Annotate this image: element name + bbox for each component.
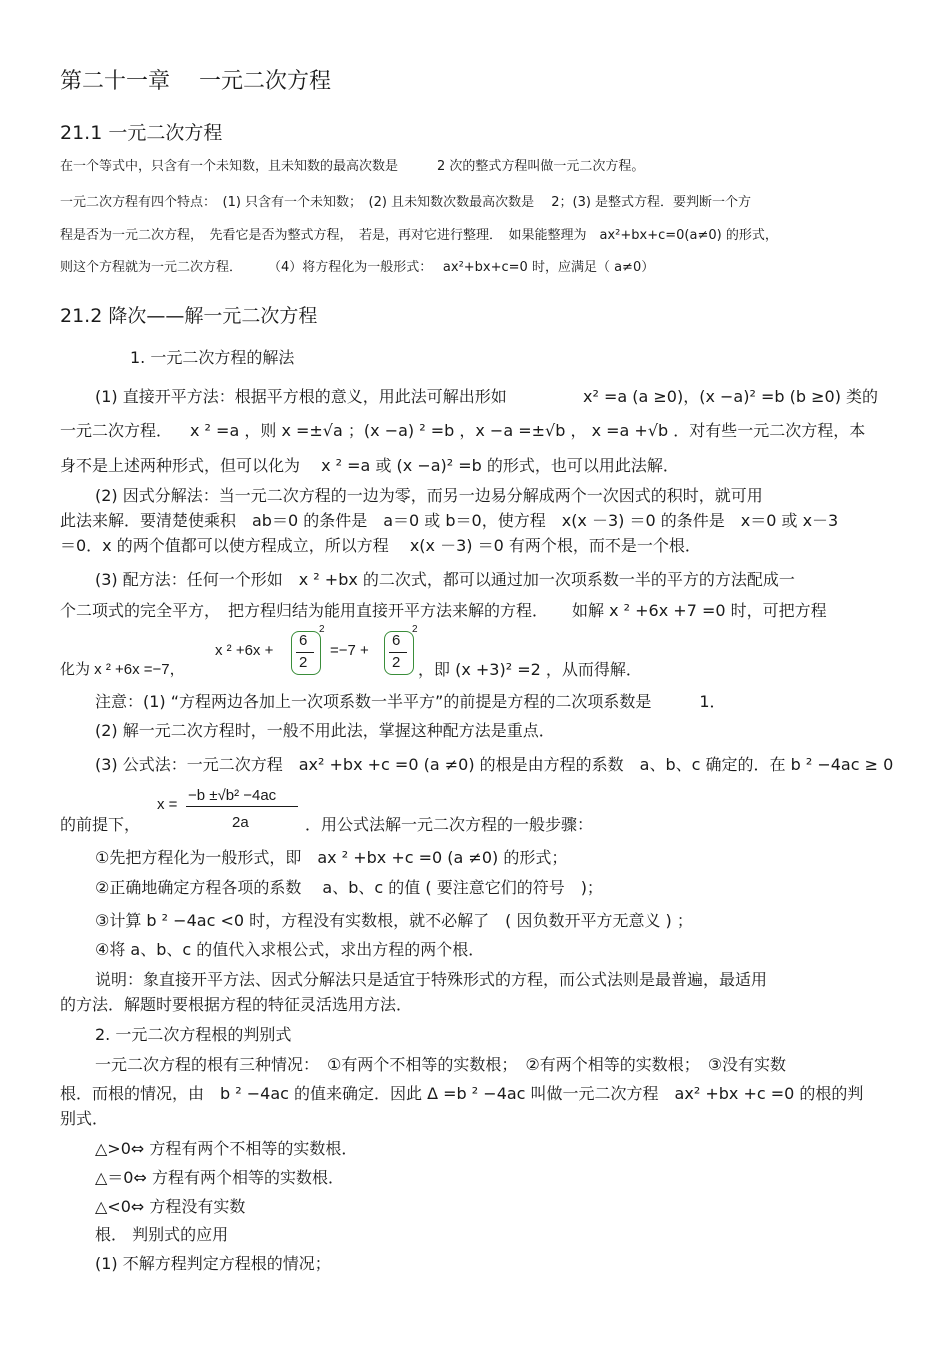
method1-line-3: 身不是上述两种形式，但可以化为 x ² =a 或 (x −a)² =b 的形式，也可以用此法解． [60,456,679,475]
step-3: ③计算 b ² −4ac <0 时，方程没有实数根，就不必解了 ( 因负数开平方无意义 ) ； [95,911,693,930]
method2-line-1: (2) 因式分解法：当一元二次方程的一边为零，而另一边易分解成两个一次因式的积时，就可用 [95,486,763,505]
fraction-exponent-2: 2 [412,624,418,635]
method4-line-2a: 的前提下， [60,815,141,834]
method2-line-3: ＝0．x 的两个值都可以使方程成立，所以方程 x(x －3) ＝0 有两个根，而不是一个根． [60,536,701,555]
formula-lhs: x = [157,796,178,813]
features-line-2: 程是否为一元二次方程， 先看它是否为整式方程， 若是，再对它进行整理． 如果能整理为 ax²+bx+c=0(a≠0) 的形式， [60,228,778,243]
step-1: ①先把方程化为一般形式，即 ax ² +bx +c =0 (a ≠0) 的形式； [95,848,568,867]
method3-line-3c: =−7 + [330,642,369,659]
method3-line-3a: 化为 x ² +6x =−7， [60,661,185,678]
chapter-title: 第二十一章 一元二次方程 [60,69,331,94]
method4-line-1: (3) 公式法：一元二次方程 ax² +bx +c =0 (a ≠0) 的根是由方程的系数 a、b、c 确定的．在 b ² −4ac ≥ 0 [95,755,894,774]
fraction-exponent-1: 2 [319,624,325,635]
formula-bar [186,806,298,807]
section-title-21-2: 21.2 降次——解一元二次方程 [60,305,318,327]
method4-line-2b: ．用公式法解一元二次方程的一般步骤： [305,815,594,834]
method1-line-1b: x² =a (a ≥0)，(x −a)² =b (b ≥0) 类的 [583,387,879,406]
fraction-numerator-2: 6 [392,632,401,649]
method1-line-2a: 一元二次方程． [60,421,173,440]
explanation-line-1: 说明：象直接开平方法、因式分解法只是适宜于特殊形式的方程，而公式法则是最普遍，最适用 [95,970,768,989]
application-heading: 根． 判别式的应用 [95,1225,229,1244]
application-1: (1) 不解方程判定方程根的情况； [95,1254,331,1273]
fraction-bar-1 [296,652,314,653]
discriminant-line-1: 一元二次方程的根有三种情况： ①有两个不相等的实数根； ②有两个相等的实数根； ③没有实数 [95,1055,787,1074]
note-line-2: (2) 解一元二次方程时，一般不用此法，掌握这种配方法是重点． [95,721,555,740]
step-2: ②正确地确定方程各项的系数 a、b、c 的值 ( 要注意它们的符号 )； [95,878,603,897]
note-line-1: 注意：(1) “方程两边各加上一次项系数一半平方”的前提是方程的二次项系数是 1． [95,692,726,711]
features-line-1: 一元二次方程有四个特点： (1) 只含有一个未知数； (2) 且未知数次数最高次数是 2；(3) 是整式方程．要判断一个方 [60,195,752,210]
method3-line-1: (3) 配方法：任何一个形如 x ² +bx 的二次式，都可以通过加一次项系数一半的平方的方法配成一 [95,570,795,589]
method3-line-3d: ，即 (x +3)² =2 ，从而得解． [418,660,642,679]
method1-line-2b: x ² =a ，则 x =±√a ；(x −a) ² =b ，x −a =±√b ， x =a +√b ．对有些一元二次方程，本 [190,421,866,440]
fraction-numerator-1: 6 [299,632,308,649]
discriminant-line-2: 根．而根的情况，由 b ² −4ac 的值来确定．因此 Δ =b ² −4ac 叫做一元二次方程 ax² +bx +c =0 的根的判 [60,1084,864,1103]
formula-denominator: 2a [232,814,249,831]
definition-text: 在一个等式中，只含有一个未知数，且未知数的最高次数是 2 次的整式方程叫做一元二次方程。 [60,159,645,174]
method3-line-3b: x ² +6x + [215,642,274,659]
case-negative: △<0⇔ 方程没有实数 [95,1197,246,1216]
discriminant-line-3: 别式． [60,1109,109,1128]
method1-line-1a: (1) 直接开平方法：根据平方根的意义，用此法可解出形如 [95,387,507,406]
subsection-discriminant: 2. 一元二次方程根的判别式 [95,1025,292,1044]
case-zero: △＝0⇔ 方程有两个相等的实数根． [95,1168,344,1187]
step-4: ④将 a、b、c 的值代入求根公式，求出方程的两个根． [95,940,485,959]
fraction-denominator-1: 2 [299,654,308,671]
explanation-line-2: 的方法．解题时要根据方程的特征灵活选用方法． [60,995,413,1014]
case-positive: △>0⇔ 方程有两个不相等的实数根． [95,1139,358,1158]
subsection-solving-methods: 1. 一元二次方程的解法 [130,348,295,367]
formula-numerator: −b ±√b² −4ac [188,787,277,804]
method2-line-2: 此法来解．要清楚使乘积 ab＝0 的条件是 a＝0 或 b＝0，使方程 x(x －3) ＝0 的条件是 x＝0 或 x－3 [60,511,839,530]
fraction-bar-2 [389,652,407,653]
features-line-3: 则这个方程就为一元二次方程． （4）将方程化为一般形式： ax²+bx+c=0 时，应满足（ a≠0） [60,260,655,275]
fraction-denominator-2: 2 [392,654,401,671]
section-title-21-1: 21.1 一元二次方程 [60,122,223,144]
method3-line-2: 个二项式的完全平方， 把方程归结为能用直接开平方法来解的方程． 如解 x ² +6x +7 =0 时，可把方程 [60,601,827,620]
